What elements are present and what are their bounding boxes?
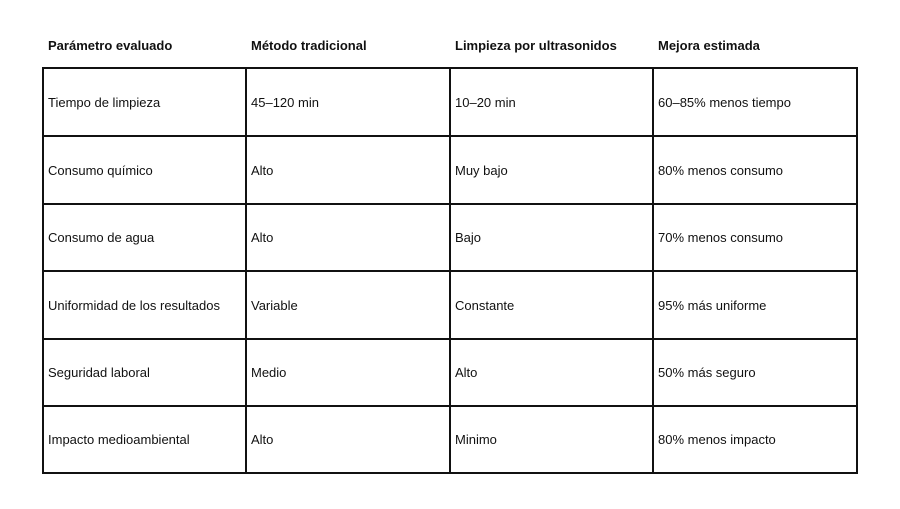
table-row — [44, 137, 856, 203]
table-cell: Consumo químico — [48, 162, 153, 178]
table-cell: 50% más seguro — [658, 365, 756, 380]
header-mejora-estimada: Mejora estimada — [658, 38, 760, 53]
table-cell: 80% menos consumo — [658, 162, 784, 178]
table-cell: 45–120 min — [251, 94, 319, 110]
header-limpieza-ultrasonidos: Limpieza por ultrasonidos — [455, 38, 617, 53]
table-cell: Alto — [251, 432, 274, 447]
table-row — [44, 407, 856, 472]
table-cell: 80% menos impacto — [658, 432, 776, 447]
table-cell: Alto — [251, 162, 274, 178]
header-parametro: Parámetro evaluado — [48, 38, 173, 53]
table-cell: Alto — [251, 230, 274, 245]
table-row — [44, 340, 856, 405]
table-cell: Alto — [455, 365, 478, 380]
table-row — [44, 69, 856, 135]
table-cell: Uniformidad de los resultados — [48, 297, 220, 313]
table-cell: 70% menos consumo — [658, 230, 784, 245]
table-row — [44, 272, 856, 338]
table-cell: Consumo de agua — [48, 230, 155, 245]
table-cell: Impacto medioambiental — [48, 432, 190, 447]
table-cell: Muy bajo — [455, 162, 508, 178]
table-cell: 60–85% menos tiempo — [658, 94, 791, 110]
comparison-table — [42, 67, 858, 474]
table-cell: Bajo — [455, 230, 482, 245]
table-cell: Medio — [251, 365, 287, 380]
table-cell: Constante — [455, 297, 515, 313]
table-cell: Minimo — [455, 432, 497, 447]
table-cell: 10–20 min — [455, 94, 516, 110]
table-cell: Variable — [251, 297, 298, 313]
table-header — [44, 36, 856, 56]
table-cell: Tiempo de limpieza — [48, 94, 161, 110]
table-cell: 95% más uniforme — [658, 297, 767, 313]
table-row — [44, 205, 856, 270]
table-cell: Seguridad laboral — [48, 365, 150, 380]
header-metodo-tradicional: Método tradicional — [251, 38, 367, 53]
